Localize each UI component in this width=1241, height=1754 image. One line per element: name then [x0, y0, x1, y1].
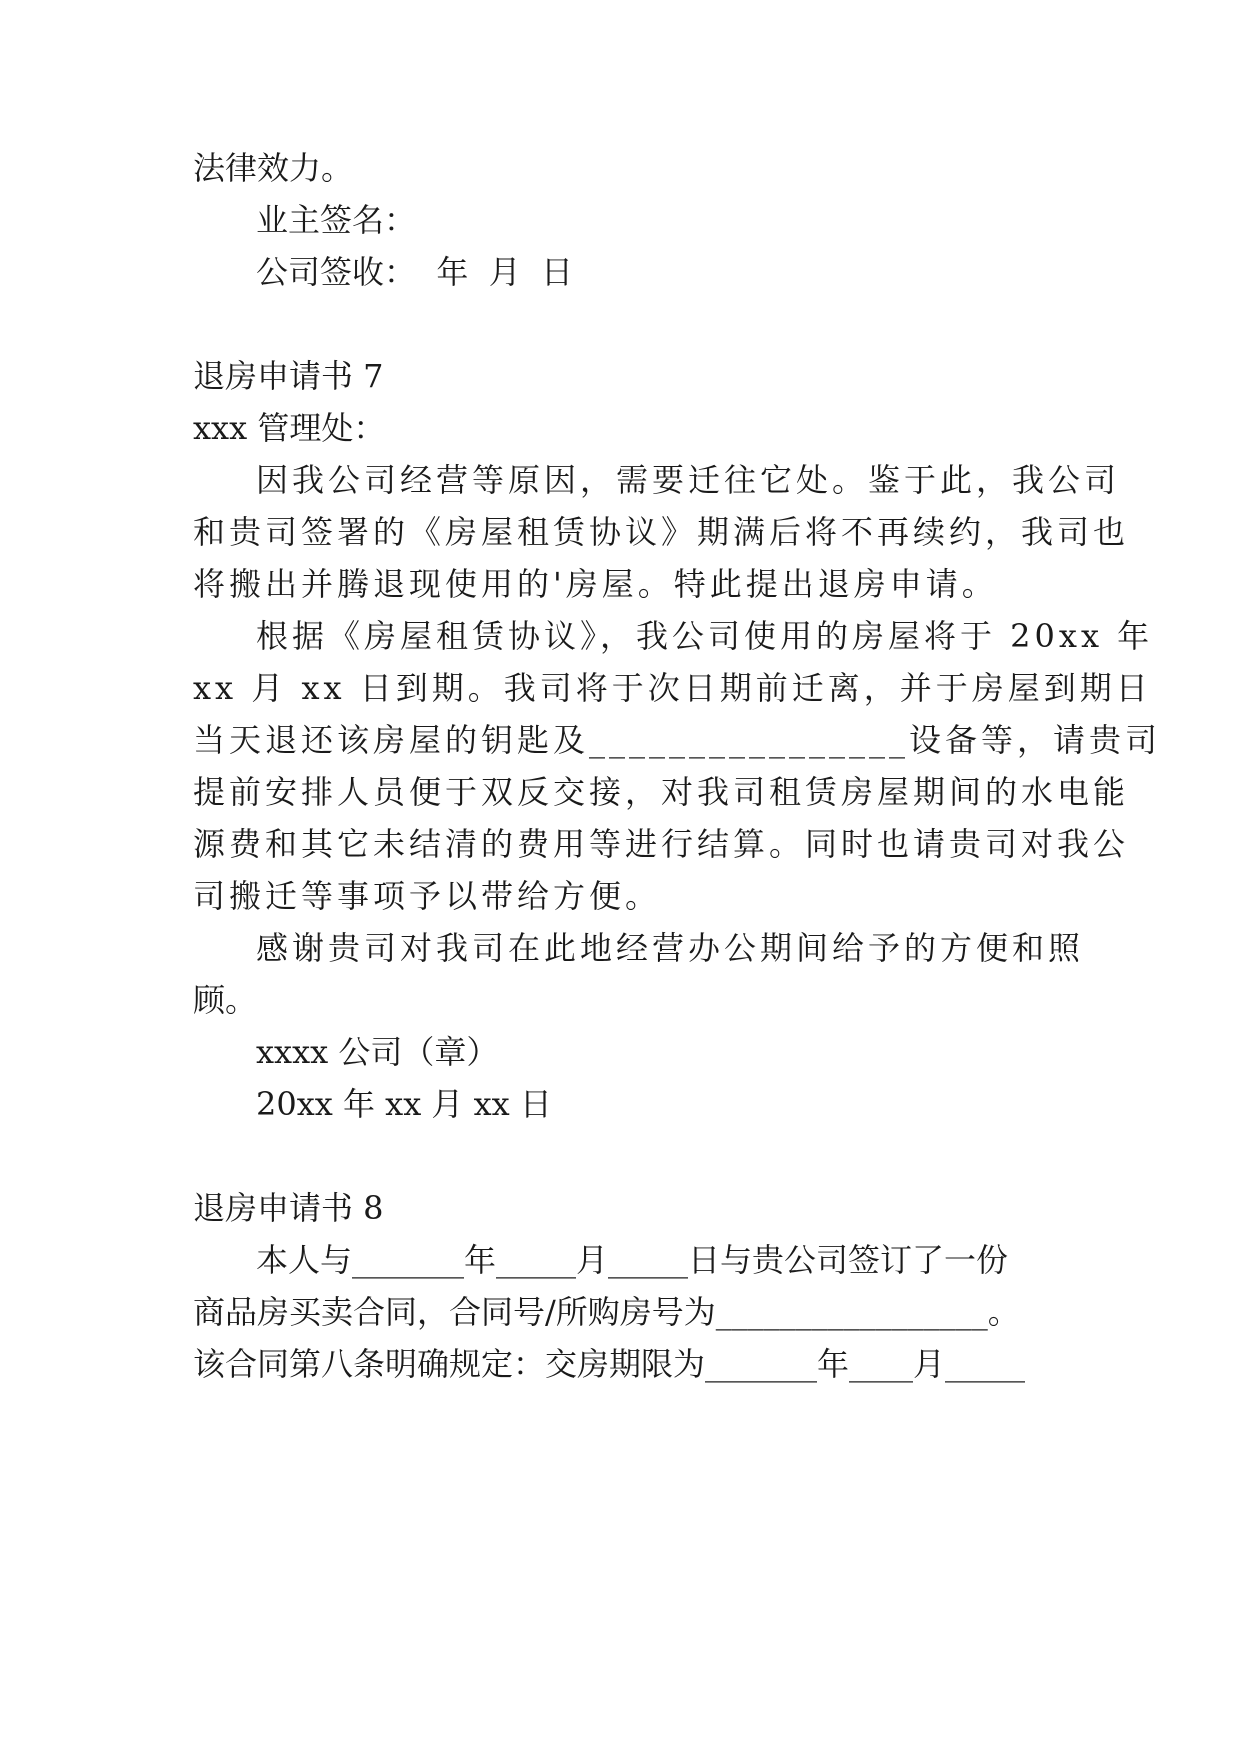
company-receipt-label: 公司签收： 年 月 日 [256, 253, 574, 291]
paragraph-line: 顾。 [193, 981, 258, 1019]
paragraph-line: 该合同第八条明确规定：交房期限为_______年____月_____ [193, 1345, 1026, 1383]
paragraph-line: 感谢贵司对我司在此地经营办公期间给予的方便和照 [256, 929, 1085, 967]
section-title-7: 退房申请书 7 [193, 357, 384, 395]
paragraph-line: 源费和其它未结清的费用等进行结算。同时也请贵司对我公 [193, 825, 1130, 863]
owner-signature-label: 业主签名： [256, 201, 417, 239]
paragraph-line: 商品房买卖合同，合同号/所购房号为_________________。 [193, 1293, 1020, 1331]
section-title-8: 退房申请书 8 [193, 1189, 384, 1227]
addressee: xxx 管理处： [193, 409, 386, 447]
paragraph-line: 法律效力。 [193, 149, 354, 187]
paragraph-line: 将搬出并腾退现使用的'房屋。特此提出退房申请。 [193, 565, 998, 603]
signature-date: 20xx 年 xx 月 xx 日 [256, 1085, 552, 1123]
paragraph-line: 因我公司经营等原因，需要迁往它处。鉴于此，我公司 [256, 461, 1121, 499]
paragraph-line: 当天退还该房屋的钥匙及________________设备等，请贵司 [193, 721, 1162, 759]
paragraph-line: 司搬迁等事项予以带给方便。 [193, 877, 662, 915]
paragraph-line: 根据《房屋租赁协议》，我公司使用的房屋将于 20xx 年 [256, 617, 1154, 655]
paragraph-line: 提前安排人员便于双反交接，对我司租赁房屋期间的水电能 [193, 773, 1130, 811]
paragraph-line: 和贵司签署的《房屋租赁协议》期满后将不再续约，我司也 [193, 513, 1130, 551]
company-signature: xxxx 公司（章） [256, 1033, 499, 1071]
paragraph-line: xx 月 xx 日到期。我司将于次日期前迁离，并于房屋到期日 [193, 669, 1152, 707]
paragraph-line: 本人与_______年_____月_____日与贵公司签订了一份 [256, 1241, 1009, 1279]
